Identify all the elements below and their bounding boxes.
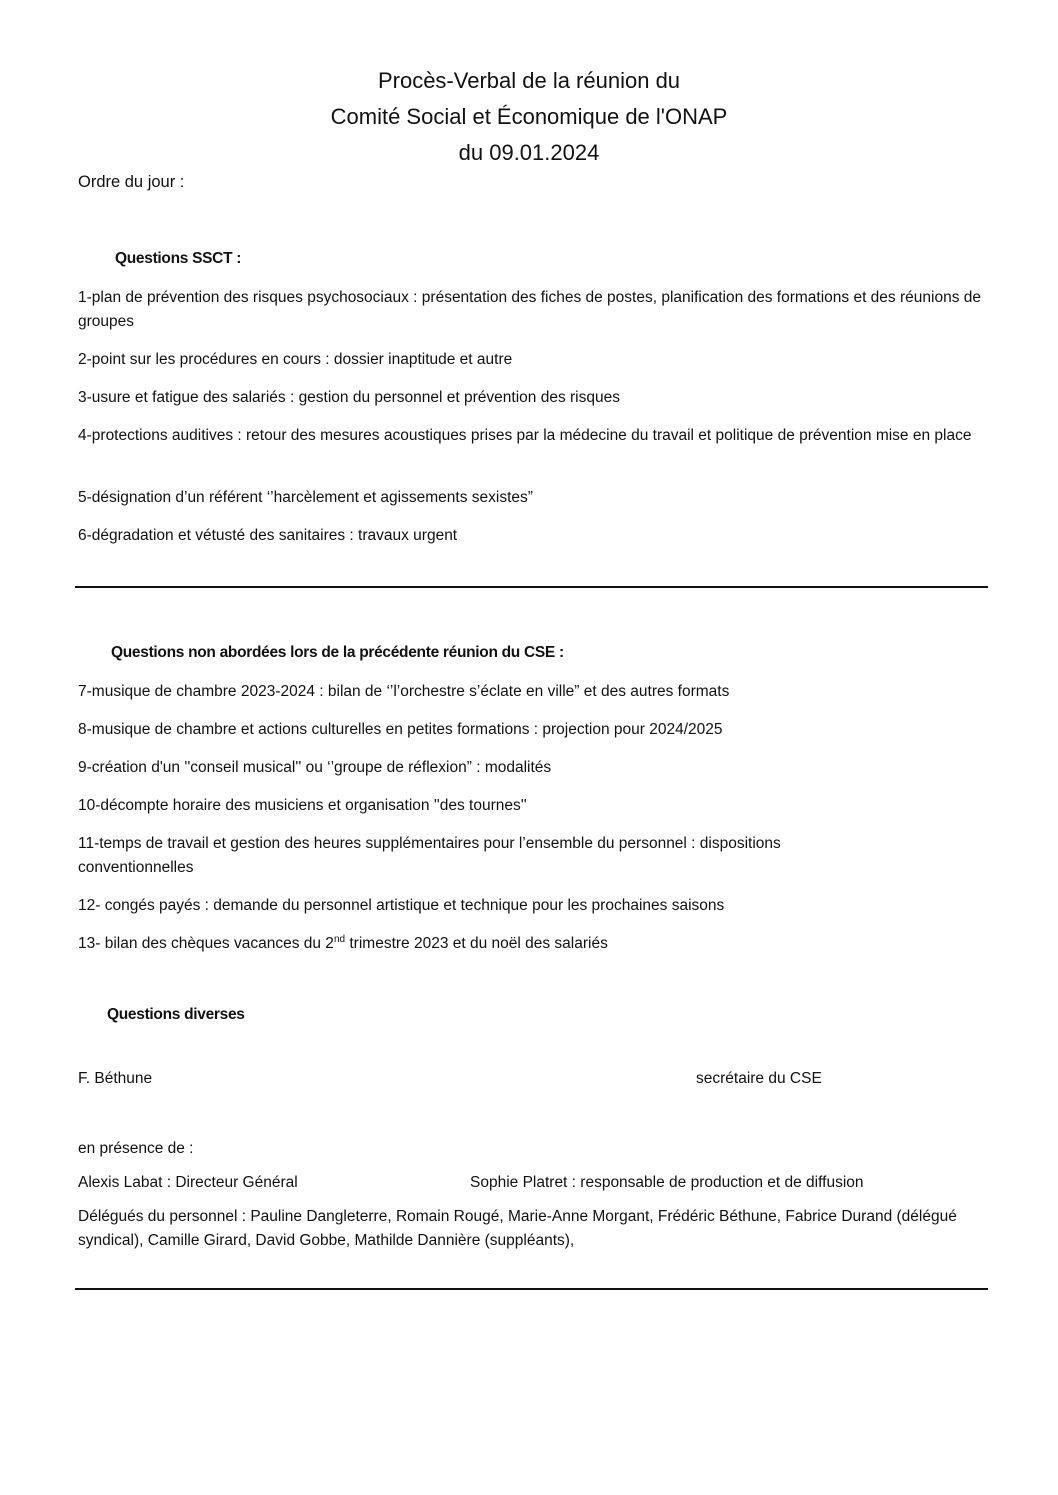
list-item: 4-protections auditives : retour des mesures acoustiques prises par la médecine du travail et politique de prévention mise en place xyxy=(78,427,972,444)
attendee: Sophie Platret : responsable de production et de diffusion xyxy=(470,1174,864,1191)
list-item: 3-usure et fatigue des salariés : gestion du personnel et prévention des risques xyxy=(78,389,620,406)
attendee: Alexis Labat : Directeur Général xyxy=(78,1174,298,1191)
list-item: 8-musique de chambre et actions culturelles en petites formations : projection pour 2024/2025 xyxy=(78,721,723,738)
attendance-label: en présence de : xyxy=(78,1140,194,1157)
list-item: 7-musique de chambre 2023-2024 : bilan de ‘’l’orchestre s’éclate en ville” et des autres formats xyxy=(78,683,730,700)
superscript: nd xyxy=(333,933,346,945)
divider xyxy=(75,586,988,588)
signatory-role: secrétaire du CSE xyxy=(696,1070,822,1087)
document-title xyxy=(0,63,1058,171)
signatory-name: F. Béthune xyxy=(78,1070,153,1087)
agenda-label: Ordre du jour : xyxy=(78,173,185,191)
list-item: 1-plan de prévention des risques psychosociaux : présentation des fiches de postes, planification des formations et des réunions de groupes xyxy=(78,289,981,330)
delegates: Délégués du personnel : Pauline Dangleterre, Romain Rougé, Marie-Anne Morgant, Frédéric Béthune, Fabrice Durand (délégué syndical), Camille Girard, David Gobbe, Mathilde Dannière (suppléants), xyxy=(78,1208,957,1249)
divider xyxy=(75,1288,988,1290)
list-item: 9-création d'un ''conseil musical'' ou ‘’groupe de réflexion” : modalités xyxy=(78,759,552,776)
title-line-2: Comité Social et Économique de l'ONAP xyxy=(330,104,728,129)
ssct-heading: Questions SSCT : xyxy=(115,250,242,267)
list-item: 10-décompte horaire des musiciens et organisation ''des tournes'' xyxy=(78,797,527,814)
list-item: 6-dégradation et vétusté des sanitaires : travaux urgent xyxy=(78,527,458,544)
item13-text: 13- bilan des chèques vacances du 2 xyxy=(78,935,334,952)
previous-heading: Questions non abordées lors de la précédente réunion du CSE : xyxy=(111,644,564,661)
list-item xyxy=(78,932,988,956)
title-line-3: du 09.01.2024 xyxy=(458,140,600,165)
title-line-1: Procès-Verbal de la réunion du xyxy=(377,68,681,93)
diverses-heading: Questions diverses xyxy=(107,1006,245,1023)
list-item: 5-désignation d’un référent ‘’harcèlement et agissements sexistes” xyxy=(78,489,533,506)
list-item: 12- congés payés : demande du personnel artistique et technique pour les prochaines saisons xyxy=(78,897,725,914)
item13-text-end: trimestre 2023 et du noël des salariés xyxy=(345,935,608,952)
list-item: 2-point sur les procédures en cours : dossier inaptitude et autre xyxy=(78,351,513,368)
list-item: 11-temps de travail et gestion des heures supplémentaires pour l’ensemble du personnel : dispositions conventionnelles xyxy=(78,835,781,876)
